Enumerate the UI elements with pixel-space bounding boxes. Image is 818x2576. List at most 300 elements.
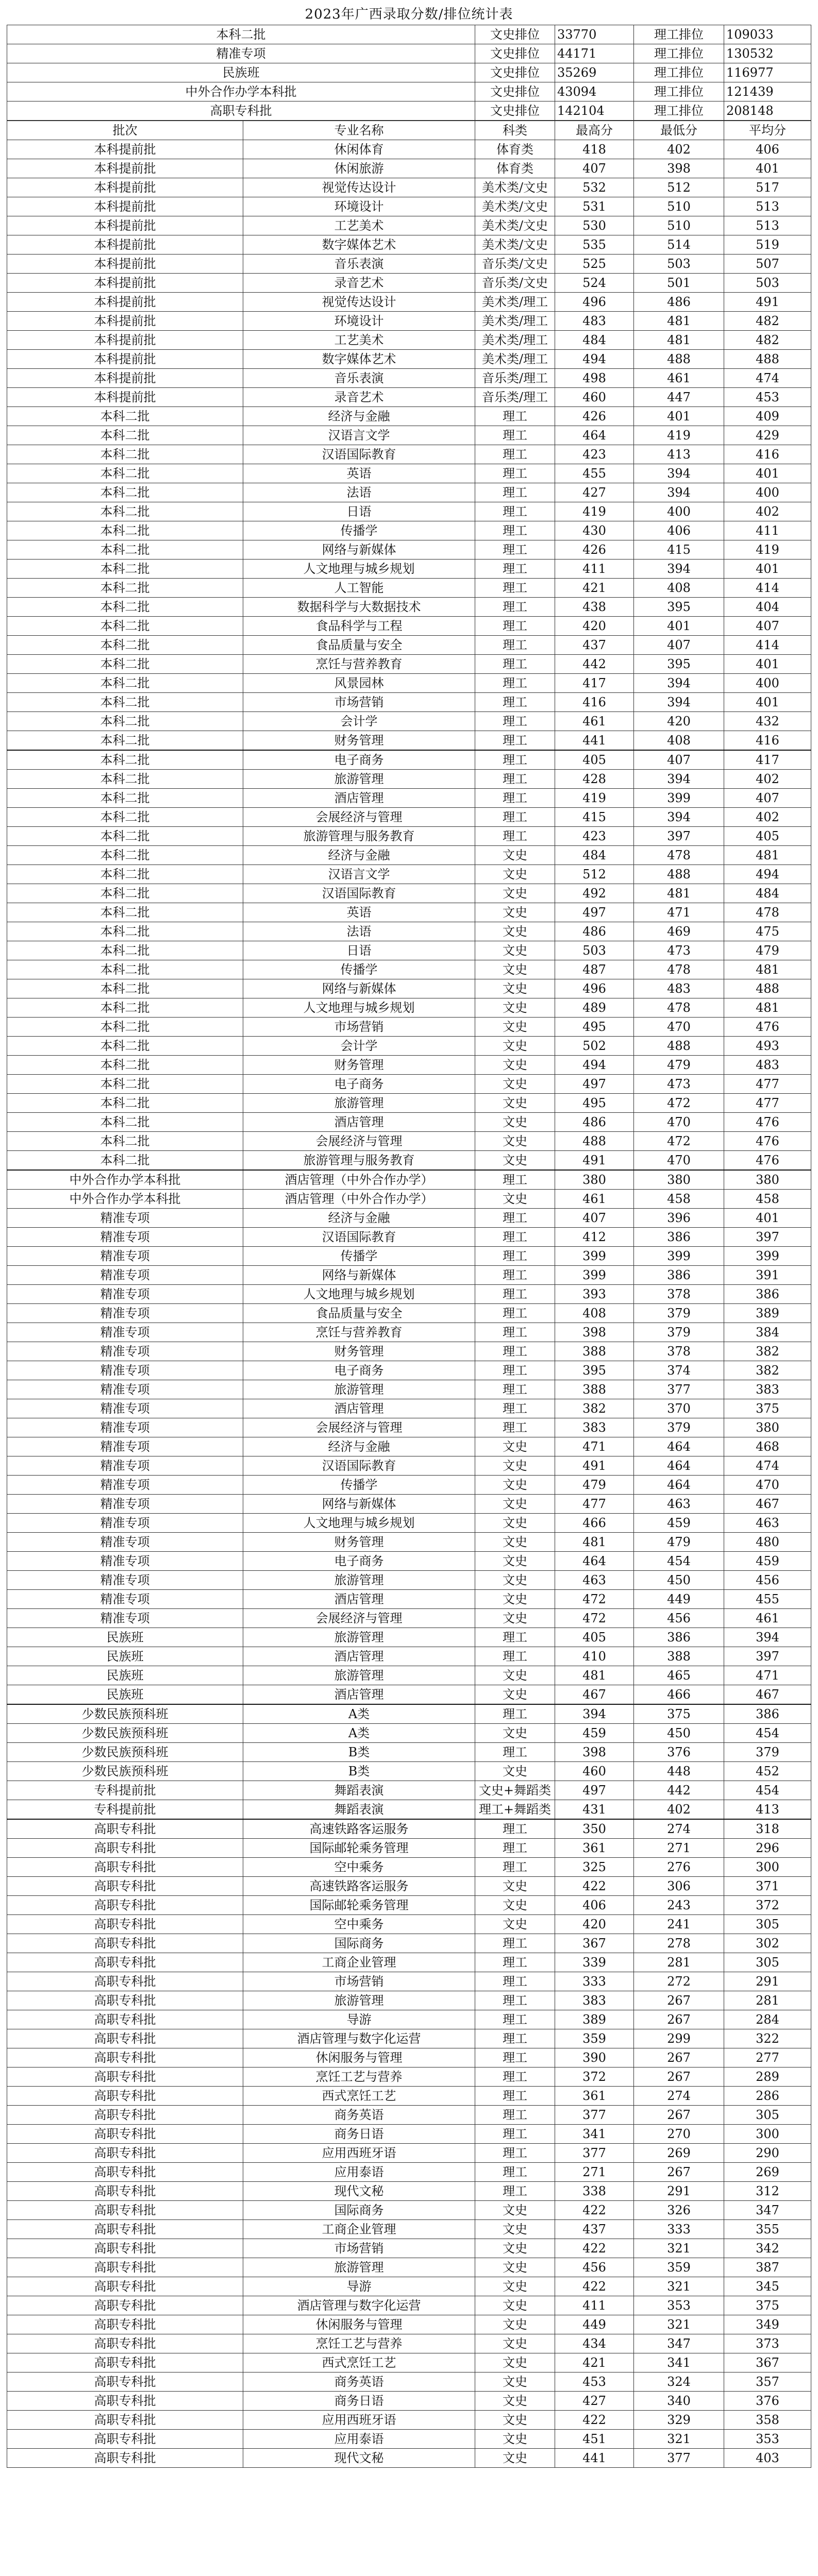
row-major: 应用西班牙语 bbox=[243, 2144, 475, 2163]
row-category: 理工 bbox=[475, 1361, 555, 1380]
table-row bbox=[7, 789, 811, 808]
row-max-score: 427 bbox=[555, 483, 634, 502]
row-major: 经济与金融 bbox=[243, 1437, 475, 1456]
row-max-score: 512 bbox=[555, 865, 634, 884]
row-avg-score: 403 bbox=[724, 2449, 811, 2468]
row-major: 市场营销 bbox=[243, 2239, 475, 2258]
row-category: 理工 bbox=[475, 617, 555, 636]
row-max-score: 460 bbox=[555, 1762, 634, 1781]
row-avg-score: 358 bbox=[724, 2411, 811, 2430]
row-min-score: 408 bbox=[634, 579, 724, 598]
row-avg-score: 290 bbox=[724, 2144, 811, 2163]
row-batch: 精准专项 bbox=[7, 1456, 243, 1476]
row-avg-score: 342 bbox=[724, 2239, 811, 2258]
row-category: 文史 bbox=[475, 2372, 555, 2392]
row-major: 会展经济与管理 bbox=[243, 1132, 475, 1151]
row-batch: 少数民族预科班 bbox=[7, 1762, 243, 1781]
row-category: 理工 bbox=[475, 731, 555, 751]
row-batch: 本科二批 bbox=[7, 521, 243, 540]
row-batch: 精准专项 bbox=[7, 1285, 243, 1304]
row-max-score: 434 bbox=[555, 2334, 634, 2353]
row-avg-score: 389 bbox=[724, 1304, 811, 1323]
row-batch: 精准专项 bbox=[7, 1552, 243, 1571]
row-major: 数字媒体艺术 bbox=[243, 235, 475, 255]
table-row bbox=[7, 1361, 811, 1380]
table-row bbox=[7, 1323, 811, 1342]
row-min-score: 274 bbox=[634, 1819, 724, 1839]
row-min-score: 270 bbox=[634, 2125, 724, 2144]
row-min-score: 501 bbox=[634, 274, 724, 293]
row-avg-score: 291 bbox=[724, 1972, 811, 1991]
row-min-score: 326 bbox=[634, 2201, 724, 2220]
row-max-score: 341 bbox=[555, 2125, 634, 2144]
row-min-score: 464 bbox=[634, 1437, 724, 1456]
table-row bbox=[7, 655, 811, 674]
row-avg-score: 474 bbox=[724, 369, 811, 388]
row-batch: 高职专科批 bbox=[7, 1972, 243, 1991]
row-major: 会展经济与管理 bbox=[243, 1418, 475, 1437]
row-avg-score: 400 bbox=[724, 483, 811, 502]
row-major: 市场营销 bbox=[243, 1018, 475, 1037]
row-batch: 民族班 bbox=[7, 1666, 243, 1685]
row-batch: 本科二批 bbox=[7, 731, 243, 751]
table-row bbox=[7, 1647, 811, 1666]
summary-label: 理工排位 bbox=[634, 101, 724, 121]
row-max-score: 479 bbox=[555, 1476, 634, 1495]
row-category: 理工 bbox=[475, 502, 555, 521]
row-category: 理工 bbox=[475, 2067, 555, 2087]
row-min-score: 333 bbox=[634, 2220, 724, 2239]
row-category: 文史 bbox=[475, 2411, 555, 2430]
row-min-score: 514 bbox=[634, 235, 724, 255]
row-category: 文史 bbox=[475, 1037, 555, 1056]
row-major: 工商企业管理 bbox=[243, 1953, 475, 1972]
table-row bbox=[7, 1342, 811, 1361]
row-max-score: 422 bbox=[555, 2239, 634, 2258]
row-category: 文史 bbox=[475, 1514, 555, 1533]
row-major: 应用泰语 bbox=[243, 2430, 475, 2449]
row-batch: 本科提前批 bbox=[7, 140, 243, 159]
row-avg-score: 478 bbox=[724, 903, 811, 922]
row-max-score: 459 bbox=[555, 1724, 634, 1743]
table-row bbox=[7, 464, 811, 483]
row-min-score: 375 bbox=[634, 1704, 724, 1724]
summary-value: 130532 bbox=[724, 44, 811, 63]
row-batch: 本科二批 bbox=[7, 922, 243, 941]
row-category: 文史 bbox=[475, 1685, 555, 1705]
table-row bbox=[7, 1018, 811, 1037]
row-avg-score: 480 bbox=[724, 1533, 811, 1552]
row-major: 传播学 bbox=[243, 960, 475, 979]
row-min-score: 401 bbox=[634, 617, 724, 636]
row-min-score: 306 bbox=[634, 1877, 724, 1896]
row-category: 理工 bbox=[475, 579, 555, 598]
row-major: 电子商务 bbox=[243, 1361, 475, 1380]
row-avg-score: 513 bbox=[724, 197, 811, 216]
row-avg-score: 507 bbox=[724, 255, 811, 274]
row-category: 文史 bbox=[475, 1762, 555, 1781]
row-category: 理工 bbox=[475, 1228, 555, 1247]
row-min-score: 415 bbox=[634, 540, 724, 560]
row-batch: 高职专科批 bbox=[7, 2353, 243, 2372]
row-major: 应用泰语 bbox=[243, 2163, 475, 2182]
row-batch: 本科二批 bbox=[7, 750, 243, 770]
row-batch: 本科提前批 bbox=[7, 312, 243, 331]
row-major: 财务管理 bbox=[243, 731, 475, 751]
row-category: 文史+舞蹈类 bbox=[475, 1781, 555, 1800]
row-category: 理工 bbox=[475, 445, 555, 464]
row-min-score: 472 bbox=[634, 1094, 724, 1113]
row-min-score: 479 bbox=[634, 1533, 724, 1552]
row-major: 国际商务 bbox=[243, 2201, 475, 2220]
row-max-score: 467 bbox=[555, 1685, 634, 1705]
row-major: 人文地理与城乡规划 bbox=[243, 560, 475, 579]
row-min-score: 406 bbox=[634, 521, 724, 540]
row-max-score: 497 bbox=[555, 1781, 634, 1800]
row-batch: 本科提前批 bbox=[7, 388, 243, 407]
table-row bbox=[7, 2029, 811, 2048]
row-min-score: 463 bbox=[634, 1495, 724, 1514]
row-max-score: 416 bbox=[555, 693, 634, 712]
row-major: 网络与新媒体 bbox=[243, 1266, 475, 1285]
row-min-score: 402 bbox=[634, 140, 724, 159]
row-major: 电子商务 bbox=[243, 1075, 475, 1094]
row-avg-score: 399 bbox=[724, 1247, 811, 1266]
table-row bbox=[7, 2277, 811, 2296]
row-category: 理工 bbox=[475, 1858, 555, 1877]
table-row bbox=[7, 617, 811, 636]
row-major: 旅游管理 bbox=[243, 1666, 475, 1685]
table-row bbox=[7, 178, 811, 197]
row-category: 文史 bbox=[475, 1915, 555, 1934]
table-row bbox=[7, 1991, 811, 2010]
row-min-score: 450 bbox=[634, 1571, 724, 1590]
table-row bbox=[7, 293, 811, 312]
row-min-score: 395 bbox=[634, 655, 724, 674]
row-avg-score: 397 bbox=[724, 1647, 811, 1666]
column-header: 平均分 bbox=[724, 121, 811, 140]
row-avg-score: 407 bbox=[724, 789, 811, 808]
row-avg-score: 380 bbox=[724, 1170, 811, 1190]
summary-label: 文史排位 bbox=[475, 25, 555, 44]
row-avg-score: 375 bbox=[724, 2296, 811, 2315]
row-avg-score: 475 bbox=[724, 922, 811, 941]
row-batch: 本科二批 bbox=[7, 903, 243, 922]
row-avg-score: 384 bbox=[724, 1323, 811, 1342]
row-max-score: 411 bbox=[555, 560, 634, 579]
row-major: 酒店管理 bbox=[243, 1685, 475, 1705]
row-category: 文史 bbox=[475, 922, 555, 941]
row-max-score: 491 bbox=[555, 1456, 634, 1476]
table-row bbox=[7, 1953, 811, 1972]
row-major: 日语 bbox=[243, 941, 475, 960]
summary-value: 35269 bbox=[555, 63, 634, 82]
row-major: 财务管理 bbox=[243, 1342, 475, 1361]
summary-batch: 精准专项 bbox=[7, 44, 475, 63]
row-batch: 本科提前批 bbox=[7, 178, 243, 197]
table-row bbox=[7, 693, 811, 712]
table-row bbox=[7, 846, 811, 865]
row-min-score: 395 bbox=[634, 598, 724, 617]
row-min-score: 267 bbox=[634, 2010, 724, 2029]
row-avg-score: 383 bbox=[724, 1380, 811, 1399]
row-category: 文史 bbox=[475, 1666, 555, 1685]
row-avg-score: 305 bbox=[724, 2106, 811, 2125]
row-max-score: 421 bbox=[555, 2353, 634, 2372]
row-category: 理工 bbox=[475, 770, 555, 789]
table-row bbox=[7, 2163, 811, 2182]
table-row bbox=[7, 445, 811, 464]
row-category: 理工 bbox=[475, 2087, 555, 2106]
table-row bbox=[7, 960, 811, 979]
row-category: 美术类/理工 bbox=[475, 312, 555, 331]
row-max-score: 388 bbox=[555, 1342, 634, 1361]
row-avg-score: 305 bbox=[724, 1953, 811, 1972]
row-avg-score: 474 bbox=[724, 1456, 811, 1476]
row-max-score: 472 bbox=[555, 1590, 634, 1609]
row-max-score: 430 bbox=[555, 521, 634, 540]
row-avg-score: 281 bbox=[724, 1991, 811, 2010]
row-batch: 高职专科批 bbox=[7, 2125, 243, 2144]
row-max-score: 481 bbox=[555, 1533, 634, 1552]
row-batch: 精准专项 bbox=[7, 1418, 243, 1437]
row-avg-score: 477 bbox=[724, 1094, 811, 1113]
row-category: 文史 bbox=[475, 884, 555, 903]
row-min-score: 473 bbox=[634, 941, 724, 960]
row-avg-score: 414 bbox=[724, 636, 811, 655]
row-max-score: 495 bbox=[555, 1018, 634, 1037]
row-max-score: 398 bbox=[555, 1323, 634, 1342]
row-major: 酒店管理与数字化运营 bbox=[243, 2029, 475, 2048]
row-major: 会展经济与管理 bbox=[243, 808, 475, 827]
row-batch: 本科二批 bbox=[7, 674, 243, 693]
row-batch: 精准专项 bbox=[7, 1590, 243, 1609]
row-major: 数字媒体艺术 bbox=[243, 350, 475, 369]
row-max-score: 271 bbox=[555, 2163, 634, 2182]
row-batch: 本科二批 bbox=[7, 770, 243, 789]
row-batch: 高职专科批 bbox=[7, 1858, 243, 1877]
row-batch: 高职专科批 bbox=[7, 2392, 243, 2411]
row-avg-score: 477 bbox=[724, 1075, 811, 1094]
row-batch: 本科二批 bbox=[7, 1094, 243, 1113]
table-row bbox=[7, 2258, 811, 2277]
row-major: 英语 bbox=[243, 464, 475, 483]
row-min-score: 278 bbox=[634, 1934, 724, 1953]
row-avg-score: 406 bbox=[724, 140, 811, 159]
row-avg-score: 519 bbox=[724, 235, 811, 255]
row-batch: 精准专项 bbox=[7, 1228, 243, 1247]
row-batch: 精准专项 bbox=[7, 1323, 243, 1342]
table-row bbox=[7, 1437, 811, 1456]
row-batch: 本科二批 bbox=[7, 1151, 243, 1171]
row-batch: 高职专科批 bbox=[7, 2411, 243, 2430]
row-category: 音乐类/理工 bbox=[475, 369, 555, 388]
row-major: 风景园林 bbox=[243, 674, 475, 693]
row-batch: 本科二批 bbox=[7, 789, 243, 808]
row-max-score: 472 bbox=[555, 1609, 634, 1628]
table-row bbox=[7, 1495, 811, 1514]
table-row bbox=[7, 2392, 811, 2411]
table-row bbox=[7, 1781, 811, 1800]
row-major: 食品科学与工程 bbox=[243, 617, 475, 636]
row-max-score: 333 bbox=[555, 1972, 634, 1991]
table-row bbox=[7, 1934, 811, 1953]
table-row bbox=[7, 2296, 811, 2315]
row-category: 美术类/文史 bbox=[475, 178, 555, 197]
row-avg-score: 476 bbox=[724, 1132, 811, 1151]
row-category: 理工 bbox=[475, 1704, 555, 1724]
row-batch: 本科二批 bbox=[7, 884, 243, 903]
row-category: 文史 bbox=[475, 1896, 555, 1915]
row-batch: 本科提前批 bbox=[7, 235, 243, 255]
table-row bbox=[7, 1514, 811, 1533]
row-major: 休闲体育 bbox=[243, 140, 475, 159]
row-category: 理工 bbox=[475, 1953, 555, 1972]
column-header: 科类 bbox=[475, 121, 555, 140]
row-major: 录音艺术 bbox=[243, 388, 475, 407]
row-category: 理工 bbox=[475, 1628, 555, 1647]
table-row bbox=[7, 521, 811, 540]
row-max-score: 418 bbox=[555, 140, 634, 159]
row-min-score: 370 bbox=[634, 1399, 724, 1418]
row-min-score: 399 bbox=[634, 1247, 724, 1266]
row-batch: 精准专项 bbox=[7, 1209, 243, 1228]
row-batch: 本科二批 bbox=[7, 693, 243, 712]
row-batch: 少数民族预科班 bbox=[7, 1704, 243, 1724]
row-batch: 精准专项 bbox=[7, 1571, 243, 1590]
row-category: 文史 bbox=[475, 2430, 555, 2449]
row-category: 文史 bbox=[475, 1877, 555, 1896]
row-max-score: 437 bbox=[555, 2220, 634, 2239]
row-batch: 高职专科批 bbox=[7, 2144, 243, 2163]
row-batch: 本科二批 bbox=[7, 960, 243, 979]
row-category: 文史 bbox=[475, 1609, 555, 1628]
table-row bbox=[7, 540, 811, 560]
row-max-score: 496 bbox=[555, 979, 634, 998]
row-major: 休闲服务与管理 bbox=[243, 2315, 475, 2334]
row-major: 舞蹈表演 bbox=[243, 1800, 475, 1820]
row-category: 理工 bbox=[475, 1743, 555, 1762]
row-major: 财务管理 bbox=[243, 1056, 475, 1075]
row-category: 理工 bbox=[475, 560, 555, 579]
row-major: 旅游管理与服务教育 bbox=[243, 1151, 475, 1171]
row-avg-score: 414 bbox=[724, 579, 811, 598]
row-category: 文史 bbox=[475, 1075, 555, 1094]
row-batch: 精准专项 bbox=[7, 1399, 243, 1418]
table-row bbox=[7, 1418, 811, 1437]
row-max-score: 388 bbox=[555, 1380, 634, 1399]
row-batch: 精准专项 bbox=[7, 1380, 243, 1399]
row-avg-score: 417 bbox=[724, 750, 811, 770]
row-category: 文史 bbox=[475, 1094, 555, 1113]
row-major: 旅游管理 bbox=[243, 770, 475, 789]
row-max-score: 441 bbox=[555, 731, 634, 751]
row-category: 体育类 bbox=[475, 140, 555, 159]
row-min-score: 271 bbox=[634, 1839, 724, 1858]
row-avg-score: 454 bbox=[724, 1724, 811, 1743]
row-avg-score: 302 bbox=[724, 1934, 811, 1953]
row-max-score: 481 bbox=[555, 1666, 634, 1685]
row-max-score: 419 bbox=[555, 502, 634, 521]
row-major: 酒店管理 bbox=[243, 789, 475, 808]
table-row bbox=[7, 1590, 811, 1609]
row-batch: 专科提前批 bbox=[7, 1781, 243, 1800]
row-avg-score: 379 bbox=[724, 1743, 811, 1762]
row-major: 传播学 bbox=[243, 1247, 475, 1266]
row-batch: 高职专科批 bbox=[7, 2048, 243, 2067]
row-major: 汉语国际教育 bbox=[243, 1456, 475, 1476]
row-major: 英语 bbox=[243, 903, 475, 922]
row-category: 文史 bbox=[475, 1552, 555, 1571]
row-min-score: 470 bbox=[634, 1018, 724, 1037]
row-batch: 精准专项 bbox=[7, 1476, 243, 1495]
row-batch: 精准专项 bbox=[7, 1361, 243, 1380]
row-batch: 高职专科批 bbox=[7, 1934, 243, 1953]
row-batch: 高职专科批 bbox=[7, 2087, 243, 2106]
row-batch: 高职专科批 bbox=[7, 2315, 243, 2334]
row-min-score: 400 bbox=[634, 502, 724, 521]
row-major: 酒店管理 bbox=[243, 1399, 475, 1418]
row-category: 美术类/理工 bbox=[475, 350, 555, 369]
row-min-score: 469 bbox=[634, 922, 724, 941]
table-row bbox=[7, 1247, 811, 1266]
row-major: 工艺美术 bbox=[243, 331, 475, 350]
row-avg-score: 401 bbox=[724, 159, 811, 178]
table-row bbox=[7, 1037, 811, 1056]
row-category: 文史 bbox=[475, 2353, 555, 2372]
row-min-score: 394 bbox=[634, 770, 724, 789]
row-batch: 本科二批 bbox=[7, 998, 243, 1018]
row-max-score: 453 bbox=[555, 2372, 634, 2392]
row-avg-score: 456 bbox=[724, 1571, 811, 1590]
row-avg-score: 482 bbox=[724, 331, 811, 350]
summary-label: 理工排位 bbox=[634, 44, 724, 63]
row-avg-score: 432 bbox=[724, 712, 811, 731]
row-max-score: 442 bbox=[555, 655, 634, 674]
table-row bbox=[7, 2353, 811, 2372]
row-batch: 民族班 bbox=[7, 1647, 243, 1666]
row-major: 汉语国际教育 bbox=[243, 884, 475, 903]
row-max-score: 377 bbox=[555, 2144, 634, 2163]
row-min-score: 379 bbox=[634, 1323, 724, 1342]
row-avg-score: 459 bbox=[724, 1552, 811, 1571]
row-batch: 本科提前批 bbox=[7, 369, 243, 388]
row-max-score: 488 bbox=[555, 1132, 634, 1151]
table-row bbox=[7, 770, 811, 789]
table-row bbox=[7, 426, 811, 445]
row-major: 休闲旅游 bbox=[243, 159, 475, 178]
table-row bbox=[7, 274, 811, 293]
row-major: 旅游管理 bbox=[243, 1380, 475, 1399]
row-avg-score: 409 bbox=[724, 407, 811, 426]
row-major: 现代文秘 bbox=[243, 2182, 475, 2201]
row-category: 文史 bbox=[475, 979, 555, 998]
row-category: 理工 bbox=[475, 598, 555, 617]
row-max-score: 383 bbox=[555, 1418, 634, 1437]
row-category: 文史 bbox=[475, 1018, 555, 1037]
row-category: 体育类 bbox=[475, 159, 555, 178]
row-avg-score: 404 bbox=[724, 598, 811, 617]
row-batch: 高职专科批 bbox=[7, 2430, 243, 2449]
row-major: B类 bbox=[243, 1743, 475, 1762]
row-avg-score: 463 bbox=[724, 1514, 811, 1533]
row-batch: 高职专科批 bbox=[7, 2182, 243, 2201]
row-category: 理工 bbox=[475, 693, 555, 712]
row-batch: 本科提前批 bbox=[7, 197, 243, 216]
row-min-score: 458 bbox=[634, 1190, 724, 1209]
summary-value: 44171 bbox=[555, 44, 634, 63]
row-category: 文史 bbox=[475, 2392, 555, 2411]
